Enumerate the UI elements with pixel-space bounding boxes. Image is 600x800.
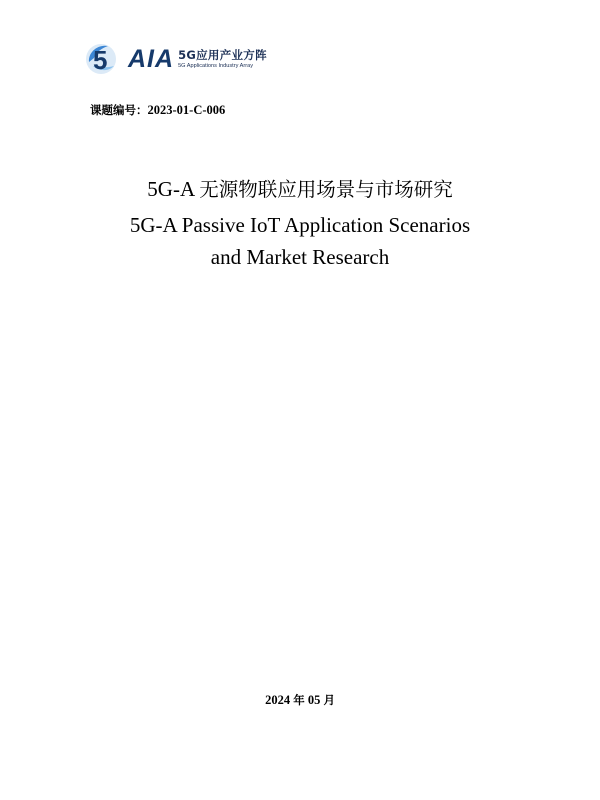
date-year-unit: 年: [293, 693, 305, 707]
title-cn-prefix: 5G-A: [147, 177, 200, 201]
date-month-unit: 月: [323, 693, 335, 707]
svg-text:5: 5: [93, 45, 108, 75]
date-year: 2024: [265, 693, 291, 707]
publication-date: [0, 692, 600, 708]
logo-wordmark: AIA: [128, 45, 175, 73]
aia-globe-icon: [84, 42, 130, 76]
topic-label: 课题编号：: [90, 103, 148, 117]
topic-number: [90, 102, 225, 118]
date-month: 05: [307, 693, 321, 707]
logo-name-en: 5G Applications Industry Array: [178, 63, 253, 69]
aia-logo: [84, 42, 267, 76]
logo-text: [178, 42, 267, 76]
title-english-line1: 5G-A Passive IoT Application Scenarios: [129, 213, 471, 237]
title-cn-text: 无源物联应用场景与市场研究: [199, 178, 453, 201]
title-english-line2: and Market Research: [210, 245, 390, 269]
topic-value: 2023-01-C-006: [147, 103, 226, 117]
logo-name-cn: 5G应用产业方阵: [178, 48, 267, 62]
title-chinese: [0, 174, 600, 205]
